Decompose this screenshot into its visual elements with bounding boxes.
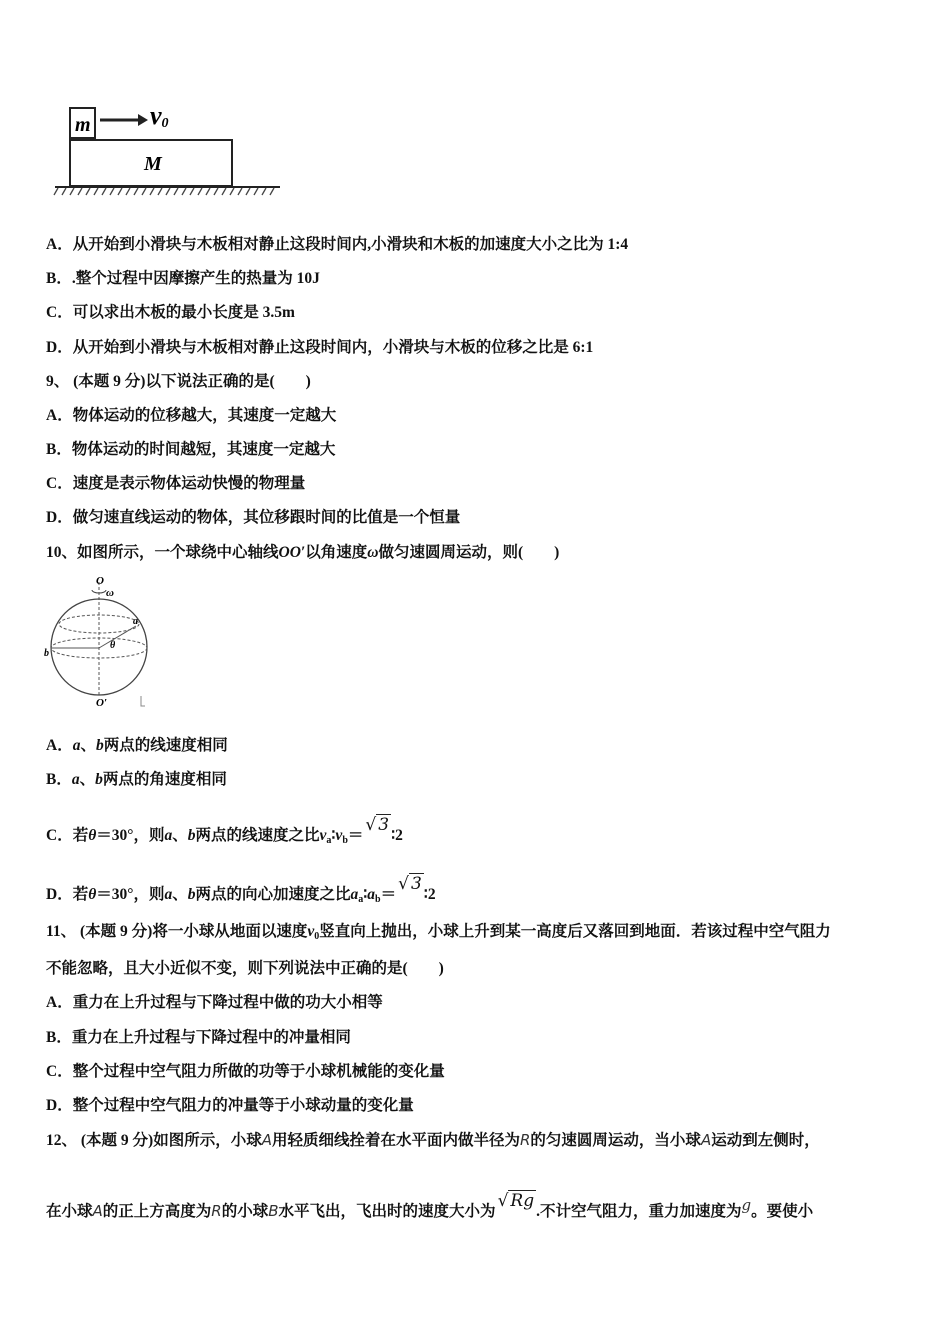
q12-stem-line1: 12、 (本题 9 分)如图所示，小球A用轻质细线拴着在水平面内做半径为R的匀速圆周运动，当小球A运动到左侧时，: [46, 1131, 820, 1149]
q10-stem: 10、如图所示，一个球绕中心轴线OO′以角速度ω做匀速圆周运动，则( ): [46, 544, 560, 561]
rotating-sphere-figure: [44, 572, 156, 712]
q10-option-d: D．若θ＝30°，则a、b两点的向心加速度之比$a_a∶a_b=√$ 3∶2: [46, 867, 436, 917]
q8-option-a: A．从开始到小滑块与木板相对静止这段时间内,小滑块和木板的加速度大小之比为 1:4: [46, 236, 629, 253]
ground-hatching: [54, 188, 274, 195]
sqrt-3: √ 3: [365, 815, 390, 835]
label-v0: v0: [150, 101, 169, 131]
q11-stem-line2: 不能忽略，且大小近似不变，则下列说法中正确的是( ): [46, 960, 444, 977]
label-O: O: [96, 575, 104, 587]
q11-option-d: D．整个过程中空气阻力的冲量等于小球动量的变化量: [46, 1097, 414, 1114]
q9-option-c: C．速度是表示物体运动快慢的物理量: [46, 475, 306, 492]
q11-option-a: A．重力在上升过程与下降过程中做的功大小相等: [46, 994, 383, 1011]
label-O-prime: O′: [96, 697, 108, 709]
q11-stem-line1: 11、 (本题 9 分)将一小球从地面以速度$v_0$竖直向上抛出，小球上升到某一高度后又落回到地面．若该过程中空气阻力: [46, 923, 831, 942]
q8-option-c: C．可以求出木板的最小长度是 3.5m: [46, 304, 295, 321]
rotation-arrow: [92, 590, 106, 593]
figure-corner-mark: [141, 696, 145, 706]
label-theta: θ: [110, 640, 116, 651]
velocity-arrow-head: [138, 114, 148, 126]
block-on-board-figure: [50, 98, 290, 202]
q8-option-d: D．从开始到小滑块与木板相对静止这段时间内，小滑块与木板的位移之比是 6:1: [46, 339, 594, 356]
q10-option-b: B．a、b两点的角速度相同: [46, 771, 227, 788]
q9-stem: 9、 (本题 9 分)以下说法正确的是( ): [46, 373, 311, 390]
q9-option-a: A．物体运动的位移越大，其速度一定越大: [46, 407, 337, 424]
q8-option-b: B．.整个过程中因摩擦产生的热量为 10J: [46, 270, 320, 287]
q12-stem-line2: 在小球A的正上方高度为R的小球B水平飞出，飞出时的速度大小为√ Rg.不计空气阻力，重力加速度为g。要使小: [46, 1184, 813, 1229]
q10-option-a: A．a、b两点的线速度相同: [46, 737, 228, 754]
label-a: a: [133, 616, 138, 627]
label-M: M: [144, 153, 162, 175]
q11-option-b: B．重力在上升过程与下降过程中的冲量相同: [46, 1029, 351, 1046]
label-m: m: [75, 114, 91, 136]
sqrt-3: √ 3: [398, 874, 422, 894]
sqrt-Rg: √ Rg: [497, 1191, 535, 1211]
label-omega: ω: [106, 587, 114, 599]
q9-option-b: B．物体运动的时间越短，其速度一定越大: [46, 441, 336, 458]
radius-to-a: [99, 626, 136, 648]
q11-option-c: C．整个过程中空气阻力所做的功等于小球机械能的变化量: [46, 1063, 445, 1080]
q10-option-c: C．若θ＝30°，则a、b两点的线速度之比$v_a∶v_b=√$ 3∶2: [46, 808, 403, 858]
label-b: b: [44, 648, 49, 659]
q9-option-d: D．做匀速直线运动的物体，其位移跟时间的比值是一个恒量: [46, 509, 461, 526]
